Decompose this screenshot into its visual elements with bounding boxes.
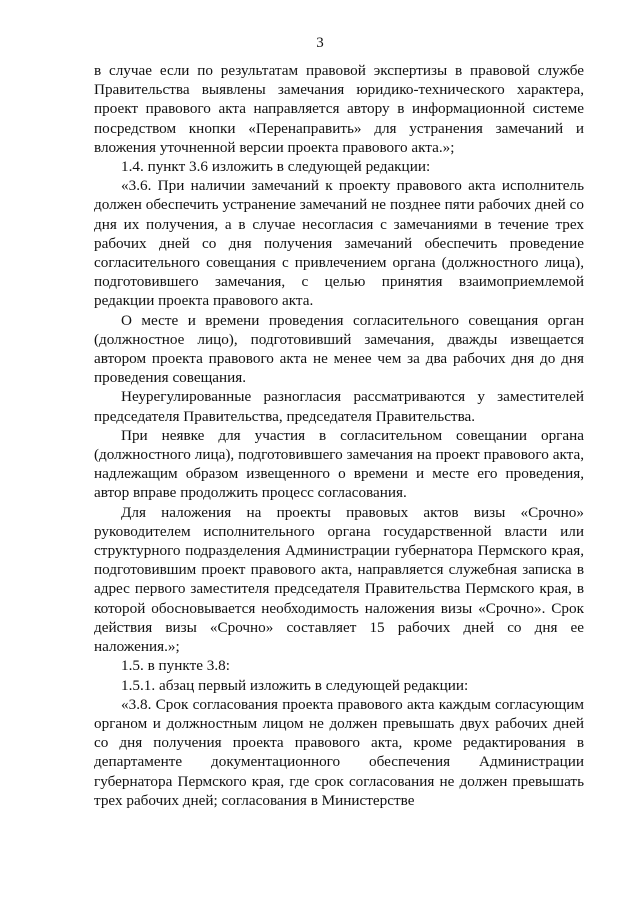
paragraph-9: 1.5.1. абзац первый изложить в следующей редакции: <box>121 676 469 694</box>
paragraph-2: 1.4. пункт 3.6 изложить в следующей редакции: <box>121 158 431 176</box>
paragraph-8: 1.5. в пункте 3.8: <box>121 657 230 675</box>
document-body <box>94 61 584 810</box>
paragraph-5: Неурегулированные разногласия рассматриваются у заместителей председателя Правительства, председателя Правительства. <box>94 388 584 425</box>
page-number: 3 <box>316 35 324 51</box>
paragraph-1: в случае если по результатам правовой экспертизы в правовой службе Правительства выявлены замечания юридико-технического характера, проект правового акта направляется автору в информационной системе посредством кнопки «Перенаправить» для устранения замечаний и вложения уточненной версии проекта правового акта.»; <box>94 62 584 156</box>
paragraph-4: О месте и времени проведения согласительного совещания орган (должностное лицо), подготовивший замечания, дважды извещается автором проекта правового акта не менее чем за два рабочих дня до дня проведения совещания. <box>94 311 584 387</box>
paragraph-3: «3.6. При наличии замечаний к проекту правового акта исполнитель должен обеспечить устранение замечаний не позднее пяти рабочих дней со дня их получения, а в случае несогласия с замечаниями в течение трех рабочих дней со дня получения замечаний обеспечить проведение согласительного совещания с привлечением органа (должностного лица), подготовившего замечания, с целью принятия взаимоприемлемой редакции проекта правового акта. <box>94 177 584 310</box>
paragraph-6: При неявке для участия в согласительном совещании органа (должностного лица), подготовившего замечания на проект правового акта, надлежащим образом извещенного о времени и месте его проведения, автор вправе продолжить процесс согласования. <box>94 426 584 502</box>
paragraph-10: «3.8. Срок согласования проекта правового акта каждым согласующим органом и должностным лицом не должен превышать двух рабочих дней со дня получения проекта правового акта, кроме редактирования в департаменте документационного обеспечения Администрации губернатора Пермского края, где срок согласования не должен превышать трех рабочих дней; согласования в Министерстве <box>94 695 584 809</box>
paragraph-7: Для наложения на проекты правовых актов визы «Срочно» руководителем исполнительного органа государственной власти или структурного подразделения Администрации губернатора Пермского края, подготовившим проект правового акта, направляется служебная записка в адрес первого заместителя председателя Правительства Пермского края, в которой обосновывается необходимость наложения визы «Срочно». Срок действия визы «Срочно» составляет 15 рабочих дней со дня ее наложения.»; <box>94 503 584 656</box>
